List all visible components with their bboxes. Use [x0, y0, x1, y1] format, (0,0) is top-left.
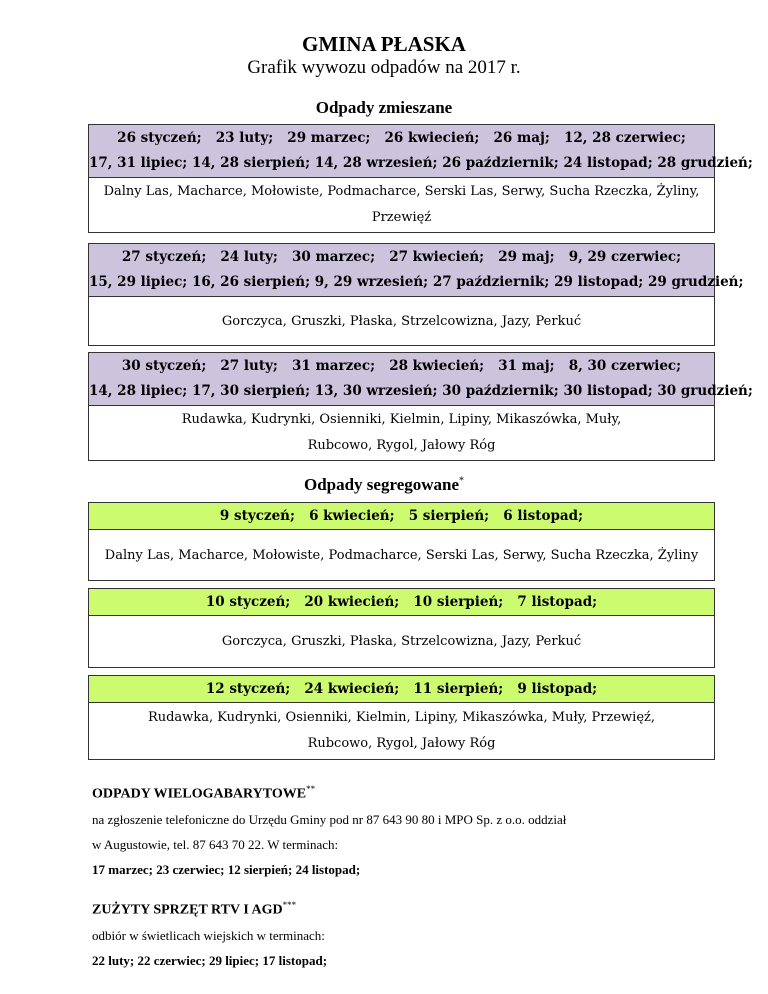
- rtv-agd-dates: 22 luty; 22 czerwiec; 29 lipiec; 17 listopad;: [92, 953, 328, 968]
- footnote-mark: *: [459, 475, 465, 487]
- bulky-waste-dates: 17 marzec; 23 czerwiec; 12 sierpień; 24 listopad;: [92, 862, 361, 877]
- schedule-dates: [89, 503, 714, 530]
- footnote-mark: ***: [282, 900, 297, 910]
- bulky-waste-text: na zgłoszenie telefoniczne do Urzędu Gminy pod nr 87 643 90 80 i MPO Sp. z o.o. oddział: [92, 812, 567, 827]
- dates-line: 12 styczeń; 24 kwiecień; 11 sierpień; 9 listopad;: [205, 681, 598, 697]
- places-line: Rubcowo, Rygol, Jałowy Róg: [307, 736, 496, 751]
- segregated-schedule-2: [88, 588, 715, 668]
- mixed-schedule-1: [88, 124, 753, 233]
- schedule-places: [89, 530, 714, 580]
- bulky-waste-heading: [92, 784, 315, 803]
- segregated-schedule-3: [88, 675, 715, 760]
- schedule-places: [89, 703, 714, 759]
- page-title: GMINA PŁASKA: [302, 32, 466, 56]
- dates-line: 17, 31 lipiec; 14, 28 sierpień; 14, 28 wrzesień; 26 październik; 24 listopad; 28 grudzień;: [89, 155, 753, 171]
- footnote-mark: **: [306, 784, 316, 794]
- mixed-section-title: Odpady zmieszane: [315, 98, 453, 117]
- places-line: Rudawka, Kudrynki, Osienniki, Kielmin, Lipiny, Mikaszówka, Muły,: [181, 412, 622, 427]
- schedule-dates: [89, 353, 753, 406]
- places-line: Dalny Las, Macharce, Mołowiste, Podmacharce, Serski Las, Serwy, Sucha Rzeczka, Żyliny: [104, 547, 699, 563]
- rtv-agd-title: ZUŻYTY SPRZĘT RTV I AGD: [92, 902, 283, 918]
- page-subtitle: Grafik wywozu odpadów na 2017 r.: [247, 57, 521, 78]
- segregated-schedule-1: [88, 502, 715, 581]
- places-line: Przewięź: [371, 210, 432, 225]
- places-line: Gorczyca, Gruszki, Płaska, Strzelcowizna, Jazy, Perkuć: [221, 313, 582, 329]
- schedule-places: [89, 616, 714, 667]
- dates-line: 27 styczeń; 24 luty; 30 marzec; 27 kwiecień; 29 maj; 9, 29 czerwiec;: [121, 249, 682, 265]
- segregated-section-title: [0, 475, 768, 495]
- schedule-dates: [89, 589, 714, 616]
- schedule-places: [89, 406, 714, 460]
- dates-line: 10 styczeń; 20 kwiecień; 10 sierpień; 7 listopad;: [205, 594, 598, 610]
- segregated-title-text: Odpady segregowane: [303, 475, 460, 494]
- places-line: Rudawka, Kudrynki, Osienniki, Kielmin, Lipiny, Mikaszówka, Muły, Przewięź,: [147, 710, 656, 725]
- schedule-places: [89, 297, 714, 345]
- places-line: Gorczyca, Gruszki, Płaska, Strzelcowizna, Jazy, Perkuć: [221, 634, 582, 649]
- dates-line: 14, 28 lipiec; 17, 30 sierpień; 13, 30 wrzesień; 30 październik; 30 listopad; 30 grudzień;: [89, 383, 753, 399]
- dates-line: 26 styczeń; 23 luty; 29 marzec; 26 kwiecień; 26 maj; 12, 28 czerwiec;: [117, 130, 686, 146]
- rtv-agd-heading: [92, 900, 296, 919]
- places-line: Dalny Las, Macharce, Mołowiste, Podmacharce, Serski Las, Serwy, Sucha Rzeczka, Żyliny,: [103, 184, 700, 199]
- mixed-schedule-3: [88, 352, 753, 461]
- schedule-dates: [89, 676, 714, 703]
- schedule-dates: [89, 125, 753, 178]
- rtv-agd-text: odbiór w świetlicach wiejskich w terminach:: [92, 928, 325, 943]
- dates-line: 30 styczeń; 27 luty; 31 marzec; 28 kwiecień; 31 maj; 8, 30 czerwiec;: [121, 358, 682, 374]
- dates-line: 9 styczeń; 6 kwiecień; 5 sierpień; 6 listopad;: [219, 508, 584, 524]
- bulky-waste-title: ODPADY WIELOGABARYTOWE: [92, 786, 307, 802]
- schedule-places: [89, 178, 714, 232]
- schedule-dates: [89, 244, 744, 297]
- places-line: Rubcowo, Rygol, Jałowy Róg: [307, 438, 496, 453]
- dates-line: 15, 29 lipiec; 16, 26 sierpień; 9, 29 wrzesień; 27 październik; 29 listopad; 29 grudzień;: [89, 274, 744, 290]
- mixed-schedule-2: [88, 243, 744, 346]
- bulky-waste-text: w Augustowie, tel. 87 643 70 22. W terminach:: [92, 837, 339, 852]
